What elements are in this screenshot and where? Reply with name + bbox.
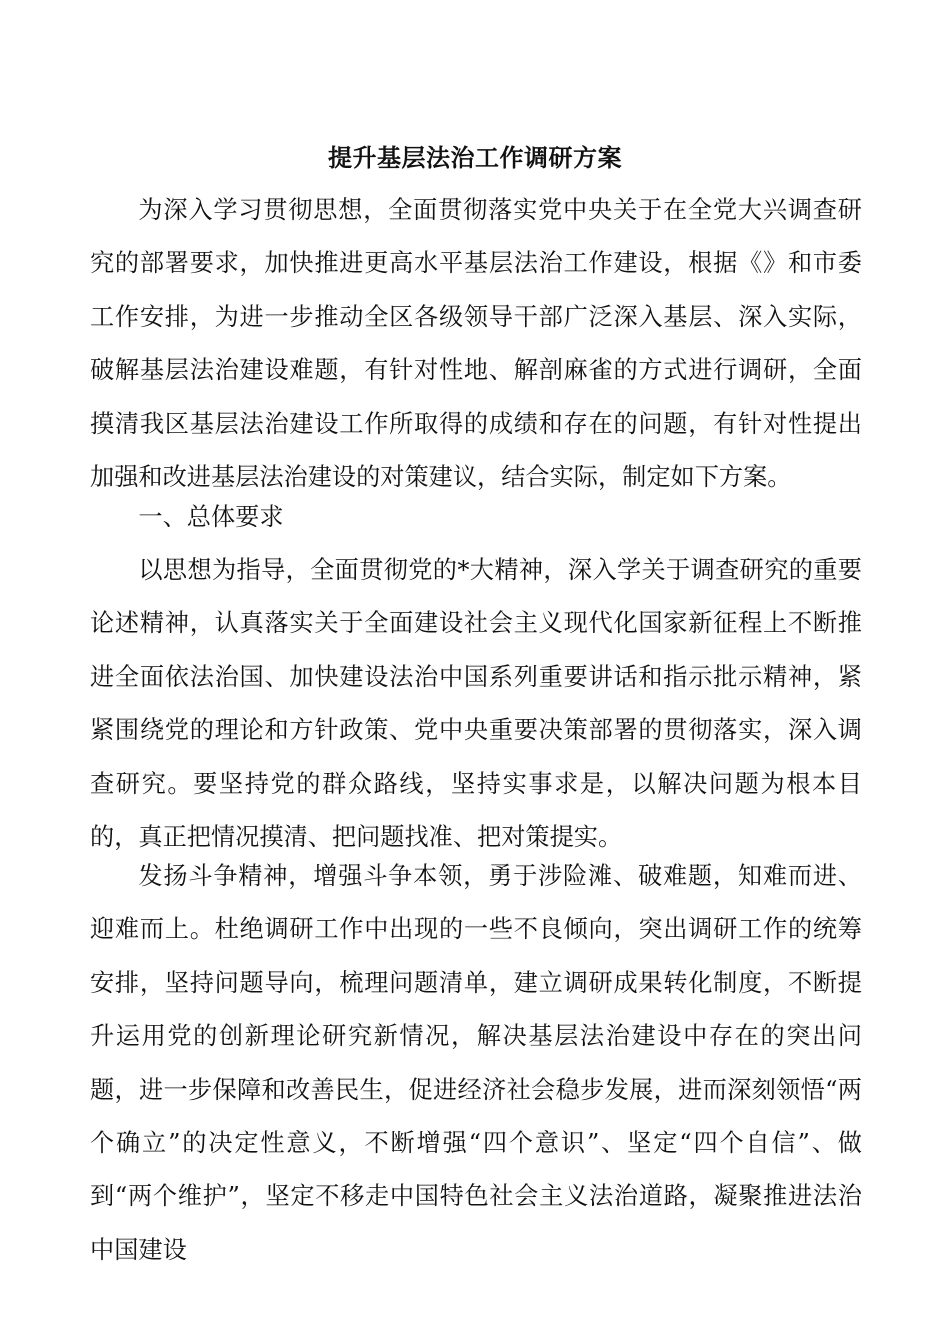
body-paragraph: 发扬斗争精神，增强斗争本领，勇于涉险滩、破难题，知难而进、迎难而上。杜绝调研工作中出现的一些不良倾向，突出调研工作的统筹安排，坚持问题导向，梳理问题清单，建立调研成果转化制度，不断提升运用党的创新理论研究新情况，解决基层法治建设中存在的突出问题，进一步保障和改善民生，促进经济社会稳步发展，进而深刻领悟“两个确立”的决定性意义，不断增强“四个意识”、坚定“四个自信”、做到“两个维护”，坚定不移走中国特色社会主义法治道路，凝聚推进法治中国建设: [90, 862, 862, 1264]
body-paragraph: 以思想为指导，全面贯彻党的*大精神，深入学关于调查研究的重要论述精神，认真落实关于全面建设社会主义现代化国家新征程上不断推进全面依法治国、加快建设法治中国系列重要讲话和指示批示精神，紧紧围绕党的理论和方针政策、党中央重要决策部署的贯彻落实，深入调查研究。要坚持党的群众路线，坚持实事求是，以解决问题为根本目的，真正把情况摸清、把问题找准、把对策提实。: [90, 556, 862, 852]
intro-paragraph: 为深入学习贯彻思想，全面贯彻落实党中央关于在全党大兴调查研究的部署要求，加快推进更高水平基层法治工作建设，根据《》和市委工作安排，为进一步推动全区各级领导干部广泛深入基层、深入实际，破解基层法治建设难题，有针对性地、解剖麻雀的方式进行调研，全面摸清我区基层法治建设工作所取得的成绩和存在的问题，有针对性提出加强和改进基层法治建设的对策建议，结合实际，制定如下方案。: [90, 196, 862, 492]
section-heading-general-requirements: 一、总体要求: [138, 503, 284, 531]
document-title: 提升基层法治工作调研方案: [328, 143, 622, 172]
